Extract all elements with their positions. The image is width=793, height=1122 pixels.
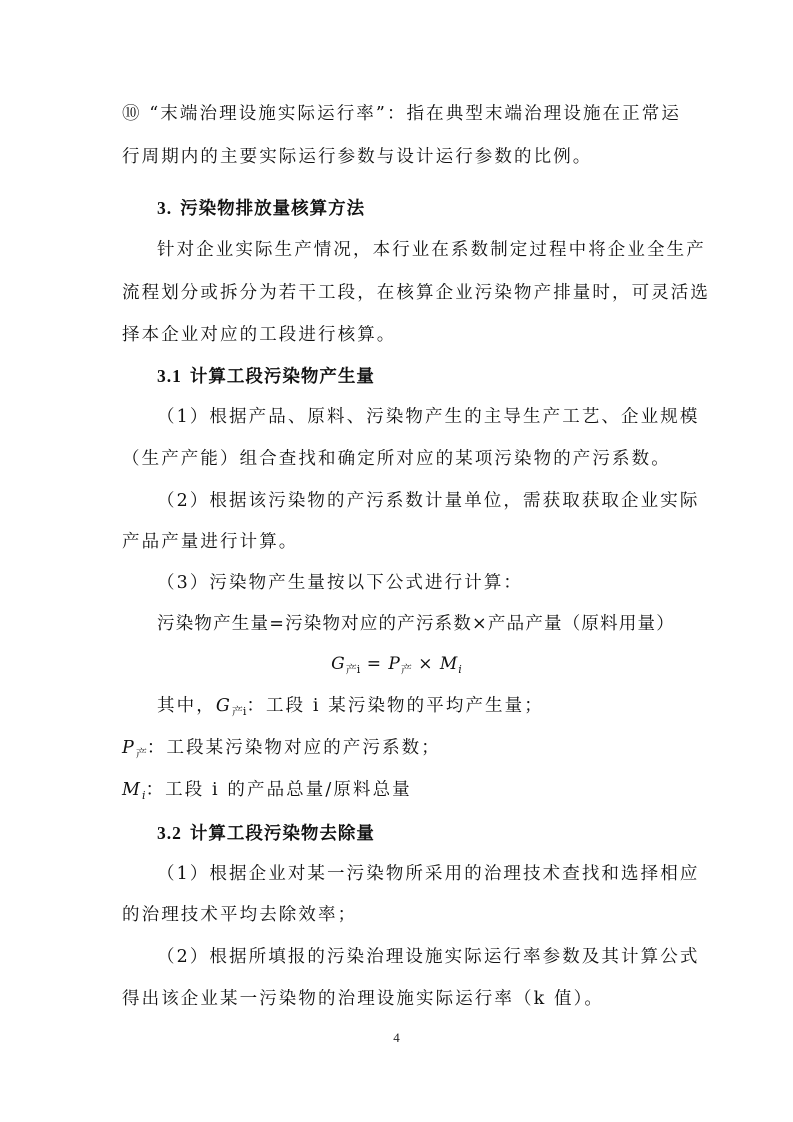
formula-operator: ×: [411, 654, 440, 674]
formula-symbol: G: [331, 654, 346, 674]
where-description: ：工段某污染物对应的产污系数；: [146, 738, 441, 758]
list-item-line: 的治理技术平均去除效率；: [122, 905, 358, 925]
list-item-line: （生产产能）组合查找和确定所对应的某项污染物的产污系数。: [122, 449, 671, 469]
section-number: 3.1: [157, 366, 182, 386]
formula-equation: [0, 652, 793, 682]
definition-line-1: ⑩ “末端治理设施实际运行率”：指在典型末端治理设施在正常运: [122, 104, 681, 124]
section-title: 计算工段污染物产生量: [189, 367, 375, 387]
paragraph-line: 针对企业实际生产情况，本行业在系数制定过程中将企业全生产: [157, 240, 706, 260]
formula-symbol: P: [122, 738, 136, 758]
where-line: [122, 778, 682, 808]
paragraph-line: 择本企业对应的工段进行核算。: [122, 325, 397, 345]
formula-symbol: G: [215, 696, 232, 716]
section-title: 污染物排放量核算方法: [180, 199, 366, 219]
where-line: [157, 694, 717, 724]
list-item-line: （2）根据该污染物的产污系数计量单位，需获取获取企业实际: [157, 491, 700, 511]
definition-line-2: 行周期内的主要实际运行参数与设计运行参数的比例。: [122, 147, 593, 167]
formula-text: 污染物产生量=污染物对应的产污系数×产品产量（原料用量）: [157, 614, 675, 634]
formula-subscript: 产: [135, 747, 147, 760]
formula-subscript: 产: [400, 663, 412, 676]
formula-operator: =: [360, 654, 389, 674]
formula-subscript: 产i: [231, 705, 247, 718]
section-3-heading: [157, 196, 717, 221]
list-item-line: 产品产量进行计算。: [122, 532, 299, 552]
page-number: 4: [393, 1030, 400, 1045]
where-prefix: 其中，: [157, 696, 216, 716]
section-number: 3.2: [157, 823, 182, 843]
where-description: ：工段 i 的产品总量/原料总量: [145, 780, 412, 800]
list-item-line: （1）根据产品、原料、污染物产生的主导生产工艺、企业规模: [157, 407, 700, 427]
list-item-line: （2）根据所填报的污染治理设施实际运行率参数及其计算公式: [157, 947, 700, 967]
formula-subscript: i: [458, 663, 462, 676]
formula-symbol: P: [388, 654, 401, 674]
formula-symbol: M: [122, 780, 143, 800]
section-title: 计算工段污染物去除量: [189, 824, 375, 844]
section-3-2-heading: [157, 821, 717, 846]
formula-subscript: 产i: [345, 663, 361, 676]
section-number: 3.: [157, 198, 173, 218]
where-line: [122, 736, 682, 766]
formula-subscript: i: [142, 789, 146, 802]
list-item-line: （3）污染物产生量按以下公式进行计算：: [157, 573, 524, 593]
where-description: ：工段 i 某污染物的平均产生量；: [246, 696, 544, 716]
section-3-1-heading: [157, 364, 717, 389]
formula-symbol: M: [439, 654, 459, 674]
paragraph-line: 流程划分或拆分为若干工段，在核算企业污染物产排量时，可灵活选: [122, 283, 710, 303]
list-item-line: 得出该企业某一污染物的治理设施实际运行率（k 值）。: [122, 989, 605, 1009]
list-item-line: （1）根据企业对某一污染物所采用的治理技术查找和选择相应: [157, 864, 700, 884]
